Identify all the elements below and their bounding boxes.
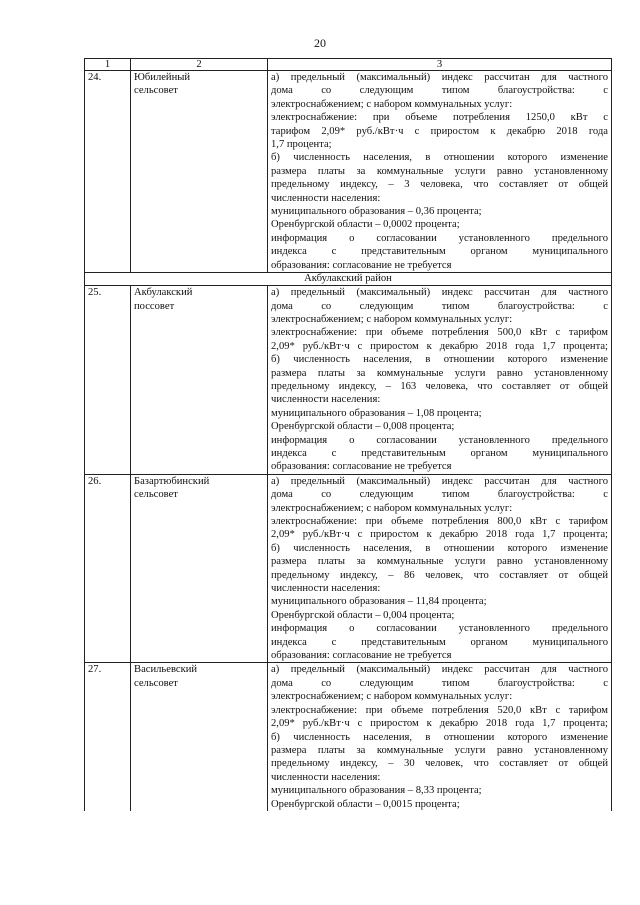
district-heading: Акбулакский район <box>85 273 612 286</box>
description-line: информация о согласовании установленного предельного <box>271 623 608 635</box>
description-line: индекса с представительным органом муниципального <box>271 636 608 648</box>
header-col-1: 1 <box>85 59 131 71</box>
description-line: предельному индексу, – 30 человек, что составляет от общей <box>271 758 608 770</box>
description-line: дома со следующим типом благоустройства: с <box>271 85 608 97</box>
table-header-row <box>85 59 612 71</box>
municipality-name <box>131 663 268 811</box>
description-line: дома со следующим типом благоустройства: с <box>271 300 608 312</box>
municipality-name <box>131 71 268 273</box>
municipality-name-line: Юбилейный <box>134 72 191 83</box>
page-number: 20 <box>314 36 326 50</box>
table-row <box>85 663 612 811</box>
row-number: 27. <box>85 663 131 811</box>
header-col-3: 3 <box>268 59 612 71</box>
description-line: 2,09* руб./кВт·ч с приростом к декабрю 2018 года 1,7 процента; <box>271 529 608 541</box>
description-line: электроснабжение: при объеме потребления 500,0 кВт с тарифом <box>271 327 608 339</box>
description-line: образования: согласование не требуется <box>271 461 452 473</box>
description-line: а) предельный (максимальный) индекс рассчитан для частного <box>271 287 608 299</box>
district-heading-row <box>85 273 612 286</box>
description-line: размера платы за коммунальные услуги равно установленному <box>271 367 608 379</box>
description-line: дома со следующим типом благоустройства: с <box>271 677 608 689</box>
description-line: индекса с представительным органом муниципального <box>271 447 608 459</box>
municipality-name-line: сельсовет <box>134 677 178 689</box>
row-number: 26. <box>85 474 131 663</box>
description-line: Оренбургской области – 0,0015 процента; <box>271 798 460 810</box>
municipality-name-line: сельсовет <box>134 85 178 97</box>
description-line: муниципального образования – 0,36 процента; <box>271 206 482 218</box>
description-line: 2,09* руб./кВт·ч с приростом к декабрю 2018 года 1,7 процента; <box>271 718 608 730</box>
index-description <box>268 286 612 475</box>
description-line: размера платы за коммунальные услуги равно установленному <box>271 556 608 568</box>
header-col-2: 2 <box>131 59 268 71</box>
description-line: дома со следующим типом благоустройства: с <box>271 489 608 501</box>
description-line: муниципального образования – 8,33 процента; <box>271 785 482 797</box>
table-row <box>85 71 612 273</box>
description-line: б) численность населения, в отношении которого изменение <box>271 152 608 164</box>
description-line: б) численность населения, в отношении которого изменение <box>271 354 608 366</box>
municipality-name <box>131 286 268 475</box>
index-description <box>268 474 612 663</box>
municipality-name-line: сельсовет <box>134 489 178 501</box>
description-line: численности населения: <box>271 394 381 406</box>
description-line: а) предельный (максимальный) индекс рассчитан для частного <box>271 475 608 487</box>
description-line: электроснабжение: при объеме потребления 1250,0 кВт с <box>271 112 608 124</box>
description-line: б) численность населения, в отношении которого изменение <box>271 731 608 743</box>
municipality-name-line: поссовет <box>134 300 175 312</box>
description-line: индекса с представительным органом муниципального <box>271 246 608 258</box>
description-line: Оренбургской области – 0,008 процента; <box>271 421 455 433</box>
description-line: 2,09* руб./кВт·ч с приростом к декабрю 2018 года 1,7 процента; <box>271 340 608 352</box>
description-line: а) предельный (максимальный) индекс рассчитан для частного <box>271 664 608 676</box>
index-description <box>268 71 612 273</box>
description-line: предельному индексу, – 163 человека, что составляет от общей <box>271 380 608 392</box>
row-number: 25. <box>85 286 131 475</box>
description-line: предельному индексу, – 3 человека, что составляет от общей <box>271 179 608 191</box>
description-line: электроснабжением; с набором коммунальных услуг: <box>271 313 513 325</box>
description-line: размера платы за коммунальные услуги равно установленному <box>271 744 608 756</box>
description-line: электроснабжением; с набором коммунальных услуг: <box>271 691 513 703</box>
description-line: предельному индексу, – 86 человек, что составляет от общей <box>271 569 608 581</box>
row-number: 24. <box>85 71 131 273</box>
description-line: размера платы за коммунальные услуги равно установленному <box>271 165 608 177</box>
table-row <box>85 474 612 663</box>
description-line: информация о согласовании установленного предельного <box>271 232 608 244</box>
description-line: численности населения: <box>271 771 381 783</box>
description-line: численности населения: <box>271 192 381 204</box>
description-line: 1,7 процента; <box>271 139 332 151</box>
description-line: б) численность населения, в отношении которого изменение <box>271 542 608 554</box>
description-line: информация о согласовании установленного предельного <box>271 434 608 446</box>
municipality-name-line: Васильевский <box>134 664 198 676</box>
municipality-name <box>131 474 268 663</box>
description-line: Оренбургской области – 0,0002 процента; <box>271 219 460 231</box>
description-line: Оренбургской области – 0,004 процента; <box>271 609 455 621</box>
description-line: численности населения: <box>271 583 381 595</box>
description-line: образования: согласование не требуется <box>271 259 452 271</box>
description-line: электроснабжение: при объеме потребления 800,0 кВт с тарифом <box>271 516 608 527</box>
description-line: электроснабжение: при объеме потребления 520,0 кВт с тарифом <box>271 704 608 716</box>
description-line: муниципального образования – 1,08 процента; <box>271 407 482 419</box>
description-line: электроснабжением; с набором коммунальных услуг: <box>271 98 513 110</box>
tariff-index-table <box>84 58 612 811</box>
table-row <box>85 286 612 475</box>
description-line: электроснабжением; с набором коммунальных услуг: <box>271 502 513 514</box>
index-description <box>268 663 612 811</box>
municipality-name-line: Акбулакский <box>134 287 193 299</box>
description-line: муниципального образования – 11,84 процента; <box>271 596 487 608</box>
description-line: а) предельный (максимальный) индекс рассчитан для частного <box>271 72 608 83</box>
municipality-name-line: Базартюбинский <box>134 475 210 487</box>
description-line: тарифом 2,09* руб./кВт·ч с приростом к декабрю 2018 года <box>271 125 608 137</box>
description-line: образования: согласование не требуется <box>271 650 452 662</box>
